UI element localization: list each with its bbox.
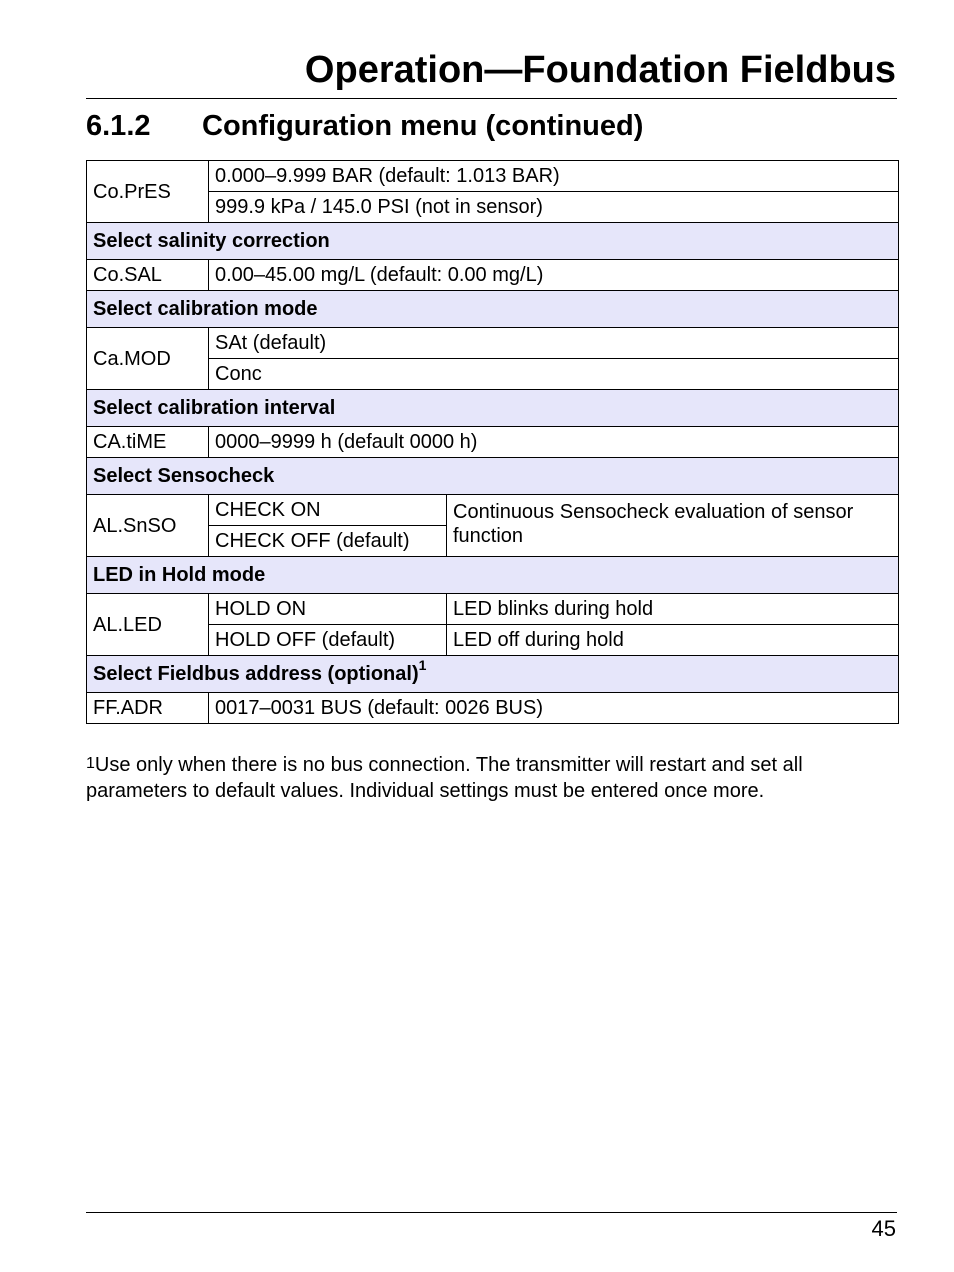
group-heading-row <box>87 390 899 427</box>
menu-option: CHECK ON <box>209 495 447 526</box>
menu-code: AL.LED <box>87 594 209 656</box>
menu-option: 0.000–9.999 BAR (default: 1.013 BAR) <box>209 161 899 192</box>
menu-option: SAt (default) <box>209 328 899 359</box>
menu-option: 999.9 kPa / 145.0 PSI (not in sensor) <box>209 192 899 223</box>
footnote-text: Use only when there is no bus connection. The transmitter will restart and set all parameters to default values. Individual settings must be entered once more. <box>86 754 803 802</box>
group-heading-row <box>87 557 899 594</box>
menu-code: Co.PrES <box>87 161 209 223</box>
table-row <box>87 495 899 526</box>
group-heading: Select calibration mode <box>87 291 899 328</box>
table-row <box>87 192 899 223</box>
menu-code: Ca.MOD <box>87 328 209 390</box>
page-number: 45 <box>871 1216 896 1241</box>
group-heading-row <box>87 458 899 495</box>
chapter-rule <box>86 98 897 99</box>
table-row <box>87 693 899 724</box>
menu-option: CHECK OFF (default) <box>209 526 447 557</box>
menu-option: 0000–9999 h (default 0000 h) <box>209 427 899 458</box>
section-title: Configuration menu (continued) <box>202 110 644 142</box>
section-heading <box>86 106 643 146</box>
footnote <box>86 751 898 804</box>
table-row <box>87 260 899 291</box>
group-heading: Select Sensocheck <box>87 458 899 495</box>
menu-code: AL.SnSO <box>87 495 209 557</box>
section-number: 6.1.2 <box>86 110 151 142</box>
menu-option: HOLD OFF (default) <box>209 625 447 656</box>
table-row <box>87 427 899 458</box>
footer-rule <box>86 1212 897 1213</box>
table-row <box>87 161 899 192</box>
table-row <box>87 594 899 625</box>
chapter-title: Operation—Foundation Fieldbus <box>304 49 896 91</box>
menu-option: Conc <box>209 359 899 390</box>
menu-option: 0017–0031 BUS (default: 0026 BUS) <box>209 693 899 724</box>
group-heading <box>87 656 899 693</box>
table-row <box>87 328 899 359</box>
menu-code: FF.ADR <box>87 693 209 724</box>
group-heading-row <box>87 223 899 260</box>
table-row <box>87 625 899 656</box>
option-description: LED blinks during hold <box>447 594 899 625</box>
group-heading-row <box>87 291 899 328</box>
footnote-reference: 1 <box>418 657 427 674</box>
menu-option: 0.00–45.00 mg/L (default: 0.00 mg/L) <box>209 260 899 291</box>
configuration-table <box>86 160 899 724</box>
option-description: Continuous Sensocheck evaluation of sensor function <box>447 495 899 557</box>
menu-code: Co.SAL <box>87 260 209 291</box>
menu-code: CA.tiME <box>87 427 209 458</box>
option-description: LED off during hold <box>447 625 899 656</box>
footnote-mark: 1 <box>86 755 95 772</box>
group-heading: Select calibration interval <box>87 390 899 427</box>
group-heading: LED in Hold mode <box>87 557 899 594</box>
group-heading-row <box>87 656 899 693</box>
group-heading-text: Select Fieldbus address (optional) <box>93 663 419 685</box>
group-heading: Select salinity correction <box>87 223 899 260</box>
menu-option: HOLD ON <box>209 594 447 625</box>
table-row <box>87 359 899 390</box>
